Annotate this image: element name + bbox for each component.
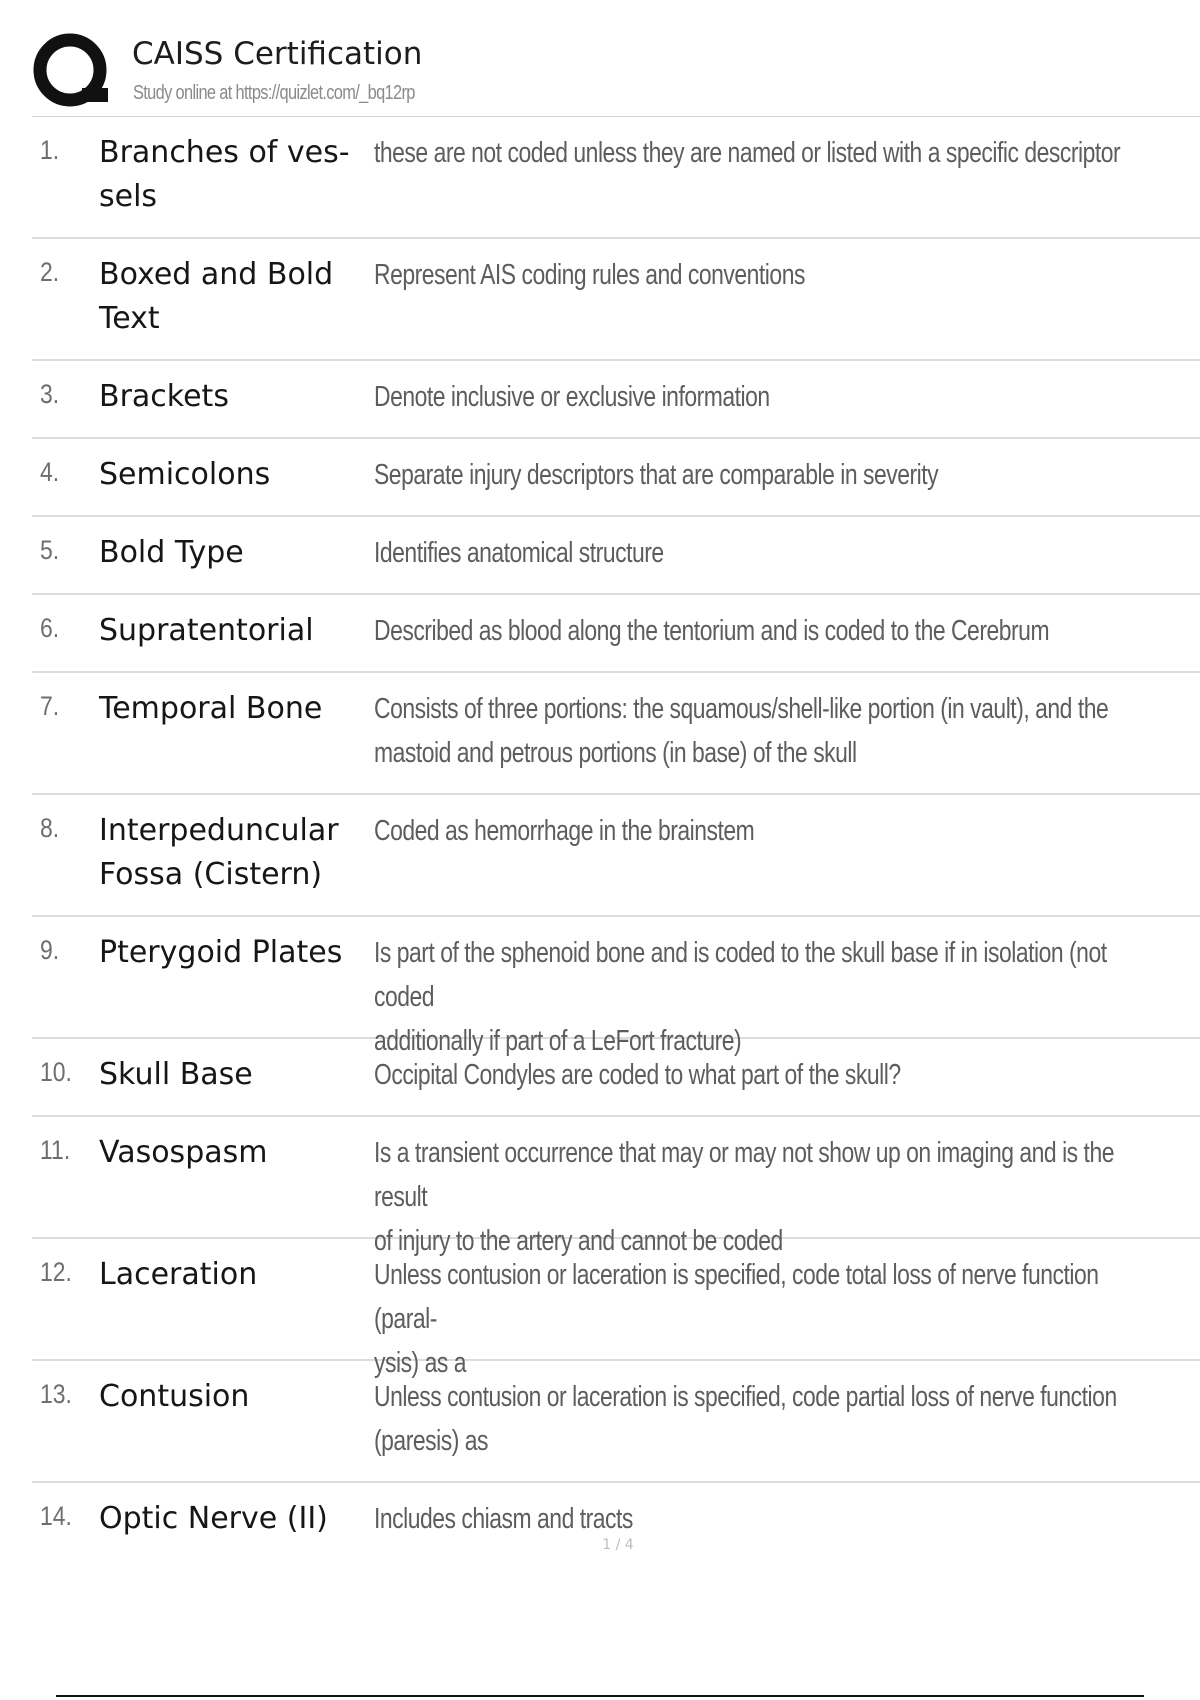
- term-number: 7.: [40, 691, 60, 721]
- term-row: [32, 239, 1200, 361]
- term-definition: Unless contusion or laceration is specified, code partial loss of nerve function (paresis) as: [374, 1381, 1117, 1457]
- term-row: [32, 1039, 1200, 1117]
- term-definition: Occipital Condyles are coded to what part of the skull?: [374, 1059, 901, 1091]
- term-word: Laceration: [99, 1257, 258, 1292]
- term-number: 14.: [40, 1501, 72, 1531]
- term-definition: Described as blood along the tentorium and is coded to the Cerebrum: [374, 615, 1050, 647]
- term-definition: Consists of three portions: the squamous/shell-like portion (in vault), and the mastoid and petrous portions (in base) of the skull: [374, 693, 1109, 769]
- term-row: [32, 361, 1200, 439]
- term-word: Contusion: [99, 1379, 250, 1414]
- term-number: 5.: [40, 535, 60, 565]
- term-definition: Separate injury descriptors that are comparable in severity: [374, 459, 939, 491]
- term-word: Vasospasm: [99, 1135, 268, 1170]
- term-word: Branches of ves- sels: [99, 135, 350, 214]
- term-word: Bold Type: [99, 535, 244, 570]
- term-row: [32, 1239, 1200, 1379]
- term-definition: Is a transient occurrence that may or may not show up on imaging and is the result of injury to the artery and cannot be coded: [374, 1137, 1114, 1257]
- term-word: Pterygoid Plates: [99, 935, 343, 970]
- term-word: Semicolons: [99, 457, 271, 492]
- term-number: 2.: [40, 257, 60, 287]
- term-row: [32, 517, 1200, 595]
- term-number: 12.: [40, 1257, 72, 1287]
- term-number: 1.: [40, 135, 60, 165]
- term-definition: Includes chiasm and tracts: [374, 1503, 633, 1535]
- term-number: 6.: [40, 613, 60, 643]
- term-row: [32, 795, 1200, 917]
- quizlet-logo-icon: [32, 32, 112, 112]
- study-online-link: Study online at https://quizlet.com/_bq12rp: [133, 82, 415, 104]
- term-definition: Denote inclusive or exclusive information: [374, 381, 770, 413]
- term-word: Brackets: [99, 379, 229, 414]
- term-word: Supratentorial: [99, 613, 314, 648]
- term-definition: these are not coded unless they are named or listed with a specific descriptor: [374, 137, 1121, 169]
- term-list: [32, 117, 1200, 1563]
- term-word: Interpeduncular Fossa (Cistern): [99, 813, 339, 892]
- term-number: 4.: [40, 457, 60, 487]
- term-definition: Is part of the sphenoid bone and is coded to the skull base if in isolation (not coded additionally if part of a LeFort fracture): [374, 937, 1107, 1057]
- term-definition: Represent AIS coding rules and conventions: [374, 259, 805, 291]
- term-number: 13.: [40, 1379, 72, 1409]
- term-number: 9.: [40, 935, 60, 965]
- term-row: [32, 117, 1200, 239]
- term-word: Optic Nerve (II): [99, 1501, 328, 1536]
- term-word: Skull Base: [99, 1057, 253, 1092]
- term-word: Temporal Bone: [99, 691, 323, 726]
- term-definition: Identifies anatomical structure: [374, 537, 664, 569]
- term-number: 10.: [40, 1057, 72, 1087]
- term-row: [32, 917, 1200, 1057]
- term-word: Boxed and Bold Text: [99, 257, 334, 336]
- term-number: 8.: [40, 813, 60, 843]
- term-number: 11.: [40, 1135, 71, 1165]
- term-row: [32, 439, 1200, 517]
- document-header: [32, 28, 1200, 118]
- term-row: [32, 673, 1200, 795]
- document-title: CAISS Certification: [132, 36, 423, 72]
- term-definition: Unless contusion or laceration is specified, code total loss of nerve function (paral- ysis) as a: [374, 1259, 1099, 1379]
- term-row: [32, 1117, 1200, 1257]
- term-number: 3.: [40, 379, 60, 409]
- page-number: 1 / 4: [602, 1537, 634, 1553]
- term-row: [32, 1361, 1200, 1483]
- term-definition: Coded as hemorrhage in the brainstem: [374, 815, 755, 847]
- page-bottom-rule: [56, 1695, 1144, 1697]
- term-row: [32, 595, 1200, 673]
